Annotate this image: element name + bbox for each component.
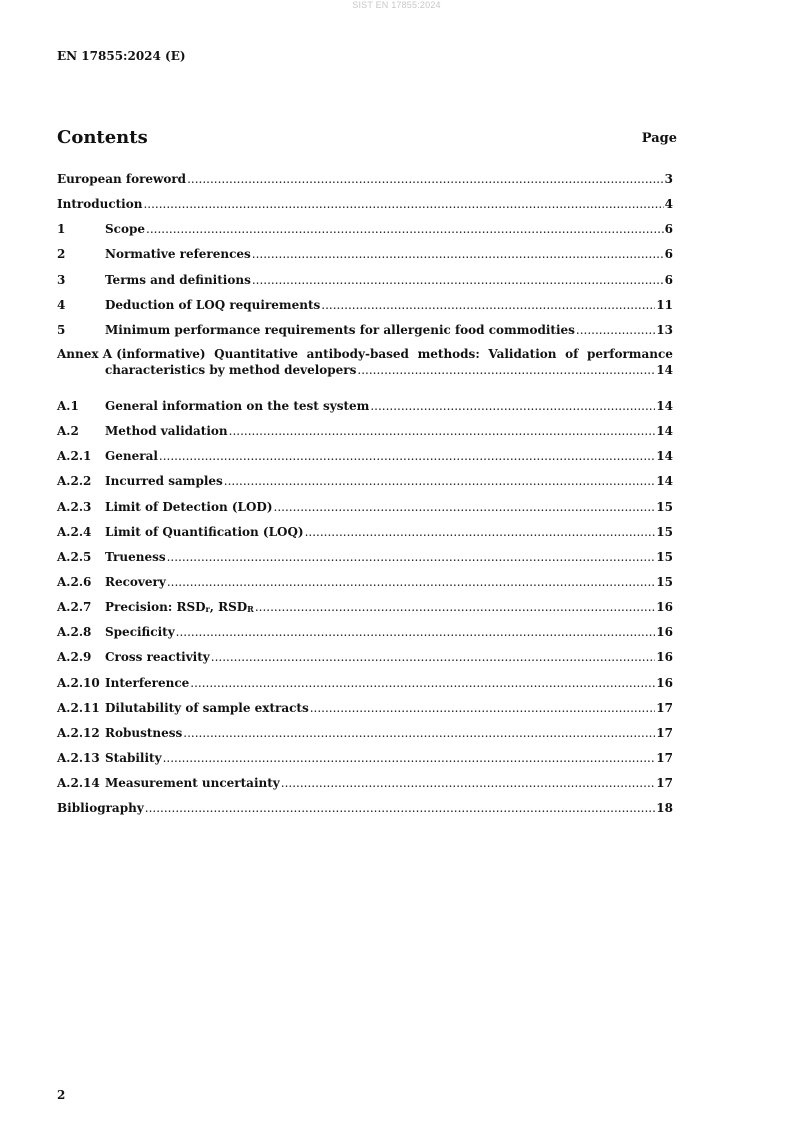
dot-leader (252, 245, 664, 263)
toc-entry-page: 14 (656, 362, 673, 377)
toc-entry-european-foreword[interactable] (57, 170, 673, 195)
dot-leader (176, 623, 656, 641)
toc-entry-a2-12[interactable] (57, 724, 673, 749)
annex-title-line-2 (57, 362, 673, 378)
dot-leader (167, 573, 655, 591)
toc-entry-page: 15 (656, 574, 673, 589)
toc-entry-page: 17 (656, 750, 673, 765)
toc-entry-a2-10[interactable] (57, 674, 673, 699)
toc-entry-title: Scope (105, 222, 146, 237)
toc-entry-a2-6[interactable] (57, 573, 673, 598)
toc-entry-number: A.2.5 (57, 549, 92, 564)
toc-entry-number: A.2 (57, 424, 79, 439)
precision-mid: , RSD (209, 600, 248, 615)
toc-entry-page: 15 (656, 549, 673, 564)
toc-entry-number: A.2.3 (57, 499, 92, 514)
dot-leader (183, 724, 655, 742)
toc-entry-page: 14 (656, 449, 673, 464)
toc-entry-page: 15 (656, 524, 673, 539)
dot-leader (229, 422, 656, 440)
watermark: SIST EN 17855:2024 (352, 0, 441, 10)
toc-entry-number: A.2.2 (57, 474, 92, 489)
annex-word: of (565, 346, 579, 361)
page-number: 2 (57, 1088, 66, 1102)
document-id: EN 17855:2024 (E) (57, 49, 186, 63)
dot-leader (224, 472, 656, 490)
annex-word: antibody-based (306, 346, 409, 361)
dot-leader (145, 799, 656, 817)
dot-leader (143, 195, 663, 213)
toc-entry-title: Deduction of LOQ requirements (105, 297, 321, 312)
annex-title-line-1 (57, 346, 673, 362)
toc-entry-page: 3 (664, 172, 673, 186)
toc-entry-title: Limit of Detection (LOD) (105, 499, 273, 514)
toc-entry-a2-13[interactable] (57, 749, 673, 774)
toc-entry-page: 17 (656, 725, 673, 740)
toc-entry-title: Cross reactivity (105, 650, 210, 665)
toc-entry-title: Recovery (105, 574, 166, 589)
toc-entry-page: 14 (656, 474, 673, 489)
toc-entry-number: A.2.10 (57, 675, 100, 690)
toc-entry-number: A.2.11 (57, 700, 100, 715)
precision-prefix: Precision: RSD (105, 600, 206, 615)
toc-entry-a2-5[interactable] (57, 548, 673, 573)
toc-entry-title: Specificity (105, 625, 175, 640)
toc-entry-title: Bibliography (57, 801, 144, 816)
toc-entry-number: A.2.1 (57, 449, 92, 464)
toc-entry-deduction-of-loq[interactable] (57, 296, 673, 321)
subscript-capital-r: R (247, 604, 254, 615)
toc-entry-title: Minimum performance requirements for allergenic food commodities (105, 322, 575, 337)
dot-leader (146, 220, 664, 238)
toc-entry-title (105, 598, 254, 616)
toc-entry-title: Introduction (57, 197, 143, 212)
dot-leader (190, 674, 655, 692)
toc-entry-a2-4[interactable] (57, 523, 673, 548)
dot-leader (305, 523, 656, 541)
toc-entry-a2-1[interactable] (57, 447, 673, 472)
toc-entry-number: A.2.13 (57, 750, 100, 765)
dot-leader (281, 774, 656, 792)
toc-entry-number: 2 (57, 247, 66, 262)
toc-entry-title: Method validation (105, 424, 228, 439)
dot-leader (321, 296, 655, 314)
dot-leader (167, 548, 656, 566)
toc-entry-page: 15 (656, 499, 673, 514)
toc-entry-page: 6 (664, 272, 673, 287)
toc-entry-title: European foreword (57, 172, 187, 186)
toc-entry-a2[interactable] (57, 422, 673, 447)
toc-entry-bibliography[interactable] (57, 799, 673, 824)
toc-entry-a2-2[interactable] (57, 472, 673, 497)
dot-leader (310, 699, 656, 717)
toc-entry-number: 5 (57, 322, 66, 337)
toc-entry-a1[interactable] (57, 397, 673, 422)
dot-leader (370, 397, 655, 415)
page-column-heading: Page (641, 131, 677, 146)
toc-entry-number: 1 (57, 222, 66, 237)
toc-entry-a2-8[interactable] (57, 623, 673, 648)
toc-entry-a2-3[interactable] (57, 498, 673, 523)
annex-word: methods: (417, 346, 480, 361)
toc-entry-page: 16 (656, 600, 673, 615)
toc-entry-a2-11[interactable] (57, 699, 673, 724)
toc-entry-number: A.2.6 (57, 574, 92, 589)
toc-entry-number: A.2.7 (57, 600, 92, 615)
toc-entry-page: 14 (656, 398, 673, 413)
toc-entry-page: 13 (656, 322, 673, 337)
annex-word: performance (586, 346, 673, 361)
toc-entry-title: Terms and definitions (105, 272, 251, 287)
toc-entry-page: 11 (656, 297, 673, 312)
toc-entry-title: characteristics by method developers (105, 362, 357, 377)
dot-leader (159, 447, 655, 465)
toc-entry-title: Interference (105, 675, 190, 690)
toc-entry-page: 18 (656, 801, 673, 816)
dot-leader (274, 498, 656, 516)
toc-entry-title: General information on the test system (105, 398, 370, 413)
toc-entry-number: A.1 (57, 398, 79, 413)
toc-entry-title: General (105, 449, 158, 464)
toc-entry-number: 4 (57, 297, 66, 312)
toc-entry-number: A.2.12 (57, 725, 100, 740)
toc-entry-title: Stability (105, 750, 162, 765)
dot-leader (211, 648, 656, 666)
toc-entry-number: A.2.14 (57, 776, 100, 791)
toc-entry-annex-a[interactable] (57, 346, 673, 397)
toc-entry-title: Robustness (105, 725, 183, 740)
contents-heading: Contents (57, 127, 148, 148)
dot-leader (255, 598, 655, 616)
dot-leader (357, 362, 655, 378)
toc-entry-title: Normative references (105, 247, 251, 262)
toc-entry-title: Limit of Quantification (LOQ) (105, 524, 304, 539)
toc-entry-number: A.2.8 (57, 625, 92, 640)
toc-entry-minimum-performance[interactable] (57, 321, 673, 346)
toc-entry-title: Incurred samples (105, 474, 223, 489)
annex-word: Annex A (informative) (57, 346, 206, 361)
toc-entry-number: A.2.9 (57, 650, 92, 665)
toc-entry-page: 6 (664, 222, 673, 237)
toc-entry-title: Dilutability of sample extracts (105, 700, 309, 715)
toc-entry-number: A.2.4 (57, 524, 92, 539)
toc-entry-page: 16 (656, 625, 673, 640)
toc-entry-terms-and-definitions[interactable] (57, 271, 673, 296)
dot-leader (252, 271, 664, 289)
toc-entry-page: 6 (664, 247, 673, 262)
toc-entry-introduction[interactable] (57, 195, 673, 220)
toc-entry-page: 14 (656, 424, 673, 439)
toc-entry-page: 16 (656, 675, 673, 690)
toc-entry-normative-references[interactable] (57, 245, 673, 270)
toc-entry-scope[interactable] (57, 220, 673, 245)
toc-entry-a2-7[interactable] (57, 598, 673, 623)
dot-leader (187, 170, 664, 188)
toc-entry-a2-9[interactable] (57, 648, 673, 673)
toc-entry-page: 4 (664, 197, 673, 212)
toc-entry-a2-14[interactable] (57, 774, 673, 799)
toc-entry-title: Measurement uncertainty (105, 776, 280, 791)
toc-entry-page: 17 (656, 700, 673, 715)
dot-leader (576, 321, 655, 339)
toc-entry-page: 17 (656, 776, 673, 791)
toc-entry-title: Trueness (105, 549, 166, 564)
subscript-r: r (205, 604, 210, 615)
annex-word: Quantitative (214, 346, 298, 361)
toc-entry-page: 16 (656, 650, 673, 665)
annex-word: Validation (488, 346, 557, 361)
table-of-contents (57, 170, 673, 824)
toc-entry-number: 3 (57, 272, 66, 287)
dot-leader (163, 749, 656, 767)
